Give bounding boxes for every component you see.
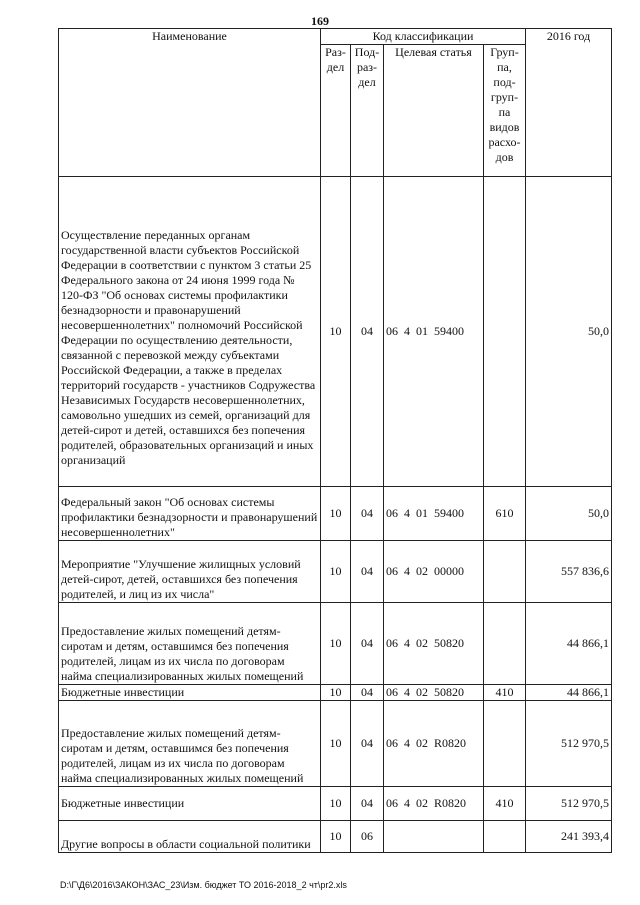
row-amount: 512 970,5 xyxy=(526,787,612,821)
row-target: 06 4 02 R0820 xyxy=(384,701,484,787)
row-podrazdel: 04 xyxy=(351,541,384,603)
row-target xyxy=(384,821,484,853)
table-row xyxy=(59,821,612,853)
row-group: 410 xyxy=(484,787,526,821)
row-podrazdel: 04 xyxy=(351,787,384,821)
row-amount: 44 866,1 xyxy=(526,603,612,685)
row-razdel: 10 xyxy=(321,177,351,487)
header-expense-group: Груп- па, под- груп- па видов расхо- дов xyxy=(484,45,526,177)
row-razdel: 10 xyxy=(321,701,351,787)
table-row xyxy=(59,787,612,821)
row-amount: 512 970,5 xyxy=(526,701,612,787)
row-target: 06 4 02 R0820 xyxy=(384,787,484,821)
row-podrazdel: 04 xyxy=(351,603,384,685)
header-year: 2016 год xyxy=(526,29,612,177)
row-razdel: 10 xyxy=(321,787,351,821)
row-group xyxy=(484,177,526,487)
row-group xyxy=(484,701,526,787)
row-name: Мероприятие "Улучшение жилищных условий детей-сирот, детей, оставшихся без попечения родителей, и лиц из их числа" xyxy=(59,541,321,603)
row-podrazdel: 04 xyxy=(351,177,384,487)
row-podrazdel: 06 xyxy=(351,821,384,853)
row-razdel: 10 xyxy=(321,821,351,853)
budget-table xyxy=(58,28,612,853)
row-amount: 557 836,6 xyxy=(526,541,612,603)
row-group: 610 xyxy=(484,487,526,541)
header-podrazdel: Под- раз- дел xyxy=(351,45,384,177)
table-row xyxy=(59,487,612,541)
row-podrazdel: 04 xyxy=(351,685,384,701)
page-number: 169 xyxy=(311,14,329,28)
table-row xyxy=(59,685,612,701)
header-target-article: Целевая статья xyxy=(384,45,484,177)
row-podrazdel: 04 xyxy=(351,487,384,541)
row-group xyxy=(484,821,526,853)
row-name: Предоставление жилых помещений детям-сиротам и детям, оставшимся без попечения родителей, лицам из их числа по договорам найма специализированных жилых помещений xyxy=(59,701,321,787)
file-path-footer: D:\Г\Д6\2016\ЗАКОН\ЗАС_23\Изм. бюджет ТО 2016-2018_2 чт\pr2.xls xyxy=(60,880,347,890)
row-podrazdel: 04 xyxy=(351,701,384,787)
row-name: Другие вопросы в области социальной политики xyxy=(59,821,321,853)
row-group xyxy=(484,541,526,603)
row-amount: 44 866,1 xyxy=(526,685,612,701)
row-amount: 50,0 xyxy=(526,487,612,541)
row-amount: 50,0 xyxy=(526,177,612,487)
row-amount: 241 393,4 xyxy=(526,821,612,853)
header-name: Наименование xyxy=(59,29,321,177)
header-classification: Код классификации xyxy=(321,29,526,45)
table-row xyxy=(59,177,612,487)
table-row xyxy=(59,603,612,685)
row-name: Бюджетные инвестиции xyxy=(59,787,321,821)
row-target: 06 4 02 50820 xyxy=(384,603,484,685)
row-group: 410 xyxy=(484,685,526,701)
row-target: 06 4 02 00000 xyxy=(384,541,484,603)
row-razdel: 10 xyxy=(321,685,351,701)
row-razdel: 10 xyxy=(321,603,351,685)
row-razdel: 10 xyxy=(321,487,351,541)
row-group xyxy=(484,603,526,685)
header-razdel: Раз- дел xyxy=(321,45,351,177)
table-row xyxy=(59,701,612,787)
row-target: 06 4 01 59400 xyxy=(384,487,484,541)
table-row xyxy=(59,541,612,603)
row-target: 06 4 01 59400 xyxy=(384,177,484,487)
row-name: Предоставление жилых помещений детям-сиротам и детям, оставшимся без попечения родителей, лицам из их числа по договорам найма специализированных жилых помещений xyxy=(59,603,321,685)
row-name: Бюджетные инвестиции xyxy=(59,685,321,701)
row-razdel: 10 xyxy=(321,541,351,603)
row-target: 06 4 02 50820 xyxy=(384,685,484,701)
row-name: Осуществление переданных органам государственной власти субъектов Российской Федерации в соответствии с пунктом 3 статьи 25 Федерального закона от 24 июня 1999 года № 120-ФЗ "Об основах системы профилактики безнадзорности и правонарушений несовершеннолетних" полномочий Российской Федерации по осуществлению деятельности, связанной с перевозкой между субъектами Российской Федерации, а также в пределах территорий государств - участников Содружества Независимых Государств несовершеннолетних, самовольно ушедших из семей, организаций для детей-сирот и детей, оставшихся без попечения родителей, образовательных организаций и иных организаций xyxy=(59,177,321,487)
row-name: Федеральный закон "Об основах системы профилактики безнадзорности и правонарушений несовершеннолетних" xyxy=(59,487,321,541)
